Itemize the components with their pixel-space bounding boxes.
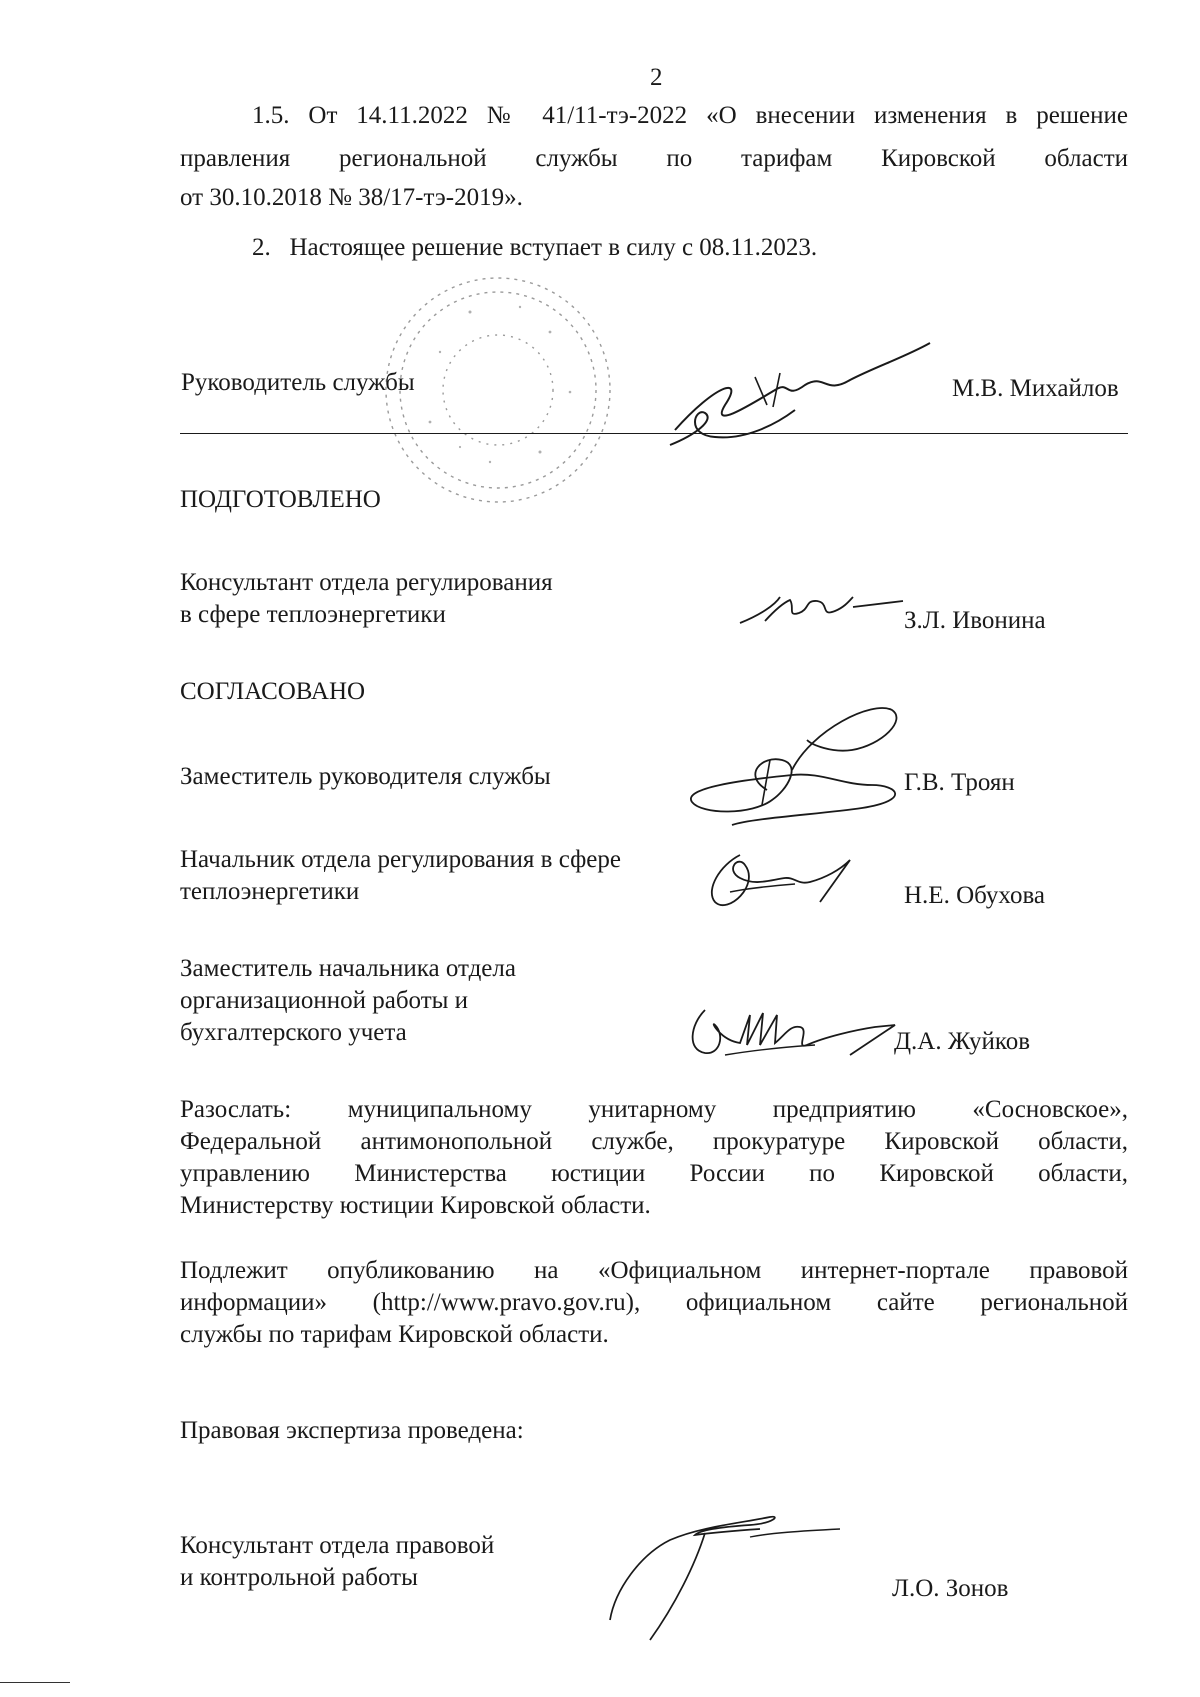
agreed-signer-3-position-line-3: бухгалтерского учета [180, 1019, 407, 1046]
legal-review-position-line-2: и контрольной работы [180, 1564, 418, 1591]
agreed-signer-3-position-line-1: Заместитель начальника отдела [180, 955, 516, 982]
publication [180, 1255, 1128, 1351]
scan-edge-mark [0, 1682, 70, 1683]
agreed-signer-2-name: Н.Е. Обухова [904, 882, 1046, 909]
distribution-line-3: управлению Министерства юстиции России по Кировской области, [180, 1160, 1128, 1187]
agreed-signer-3-name: Д.А. Жуйков [894, 1028, 1031, 1055]
publication-line-2: информации» (http://www.pravo.gov.ru), официальном сайте региональной [180, 1289, 1128, 1316]
page-number: 2 [650, 64, 663, 91]
item-2: 2. Настоящее решение вступает в силу с 08.11.2023. [252, 234, 818, 261]
agreed-signer-1-name: Г.В. Троян [904, 769, 1015, 796]
agreed-signer-2-position-line-2: теплоэнергетики [180, 878, 360, 905]
agreed-signer-3-position-line-2: организационной работы и [180, 987, 469, 1014]
agreed-signer-2-position [180, 844, 621, 908]
legal-review-position [180, 1530, 494, 1594]
distribution-line-4: Министерству юстиции Кировской области. [180, 1192, 651, 1219]
seal-stamp [380, 272, 620, 512]
head-signature [655, 335, 935, 455]
prepared-heading: ПОДГОТОВЛЕНО [180, 486, 381, 513]
agreed-signer-1-position: Заместитель руководителя службы [180, 763, 551, 790]
agreed-signer-3-signature [685, 995, 900, 1065]
agreed-signer-2-signature [700, 840, 870, 910]
legal-review-heading: Правовая экспертиза проведена: [180, 1417, 524, 1444]
prepared-signature [735, 585, 905, 635]
agreed-signer-1-signature [672, 690, 912, 840]
item-1-5-line-1: 1.5. От 14.11.2022 № 41/11-тэ-2022 «О внесении изменения в решение [252, 102, 1128, 129]
distribution-line-2: Федеральной антимонопольной службе, прокуратуре Кировской области, [180, 1128, 1128, 1155]
head-name: М.В. Михайлов [952, 375, 1119, 402]
distribution-line-1: Разослать: муниципальному унитарному предприятию «Сосновское», [180, 1096, 1128, 1123]
legal-review-name: Л.О. Зонов [892, 1575, 1009, 1602]
legal-review-position-line-1: Консультант отдела правовой [180, 1532, 495, 1559]
publication-line-1: Подлежит опубликованию на «Официальном интернет-портале правовой [180, 1257, 1128, 1284]
prepared-name: З.Л. Ивонина [904, 607, 1046, 634]
publication-line-3: службы по тарифам Кировской области. [180, 1321, 609, 1348]
item-1-5-line-3: от 30.10.2018 № 38/17-тэ-2019». [180, 184, 523, 211]
prepared-position-line-1: Консультант отдела регулирования [180, 569, 553, 596]
agreed-signer-2-position-line-1: Начальник отдела регулирования в сфере [180, 846, 622, 873]
separator-line [180, 433, 1128, 434]
item-1-5-line-2: правления региональной службы по тарифам Кировской области [180, 145, 1128, 172]
head-position: Руководитель службы [181, 369, 415, 396]
item-1-5 [180, 100, 1128, 214]
prepared-position [180, 567, 553, 631]
legal-review-signature [600, 1495, 850, 1645]
prepared-position-line-2: в сфере теплоэнергетики [180, 601, 446, 628]
agreed-heading: СОГЛАСОВАНО [180, 678, 366, 705]
distribution [180, 1094, 1128, 1222]
agreed-signer-3-position [180, 953, 516, 1049]
